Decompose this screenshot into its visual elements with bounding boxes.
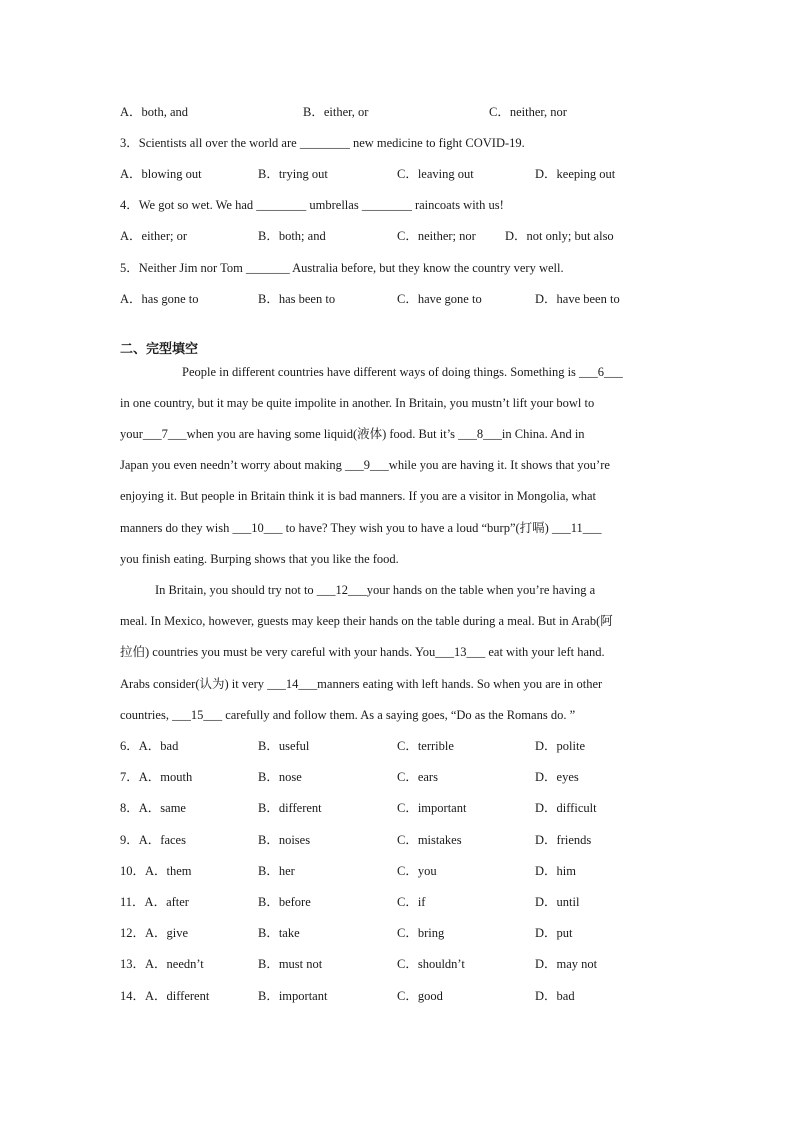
q4-option-d: D．not only; but also bbox=[505, 229, 614, 243]
passage-line-8: In Britain, you should try not to ___12___your hands on the table when you’re having a bbox=[155, 583, 596, 597]
cloze-12-c: C．bring bbox=[397, 926, 445, 940]
cloze-9-a: 9．A．faces bbox=[120, 833, 186, 847]
passage-line-6: manners do they wish ___10___ to have? They wish you to have a loud “burp”(打嗝) ___11___ bbox=[120, 521, 602, 535]
cloze-9-c: C．mistakes bbox=[397, 833, 462, 847]
passage-line-1: People in different countries have different ways of doing things. Something is ___6___ bbox=[182, 365, 623, 379]
cloze-7-c: C．ears bbox=[397, 770, 438, 784]
cloze-6-c: C．terrible bbox=[397, 739, 454, 753]
cloze-6-b: B．useful bbox=[258, 739, 310, 753]
passage-line-10: 拉伯) countries you must be very careful with your hands. You___13___ eat with your left hand. bbox=[120, 645, 605, 659]
cloze-9-b: B．noises bbox=[258, 833, 311, 847]
cloze-11-d: D．until bbox=[535, 895, 580, 909]
cloze-11-c: C．if bbox=[397, 895, 426, 909]
q5-option-b: B．has been to bbox=[258, 292, 336, 306]
passage-line-11: Arabs consider(认为) it very ___14___manners eating with left hands. So when you are in other bbox=[120, 677, 603, 691]
passage-line-9: meal. In Mexico, however, guests may keep their hands on the table during a meal. But in Arab(阿 bbox=[120, 614, 613, 628]
cloze-10-b: B．her bbox=[258, 864, 295, 878]
cloze-12-a: 12．A．give bbox=[120, 926, 189, 940]
passage-line-2: in one country, but it may be quite impolite in another. In Britain, you mustn’t lift your bowl to bbox=[120, 396, 595, 410]
q3-option-b: B．trying out bbox=[258, 167, 328, 181]
q3-option-a: A．blowing out bbox=[120, 167, 202, 181]
q5-stem: 5．Neither Jim nor Tom _______ Australia before, but they know the country very well. bbox=[120, 261, 564, 275]
cloze-8-b: B．different bbox=[258, 801, 322, 815]
cloze-13-d: D．may not bbox=[535, 957, 598, 971]
q2-option-b: B．either, or bbox=[303, 105, 369, 119]
cloze-11-b: B．before bbox=[258, 895, 311, 909]
cloze-10-c: C．you bbox=[397, 864, 437, 878]
cloze-8-d: D．difficult bbox=[535, 801, 597, 815]
q5-option-a: A．has gone to bbox=[120, 292, 199, 306]
q3-stem: 3．Scientists all over the world are ________ new medicine to fight COVID-19. bbox=[120, 136, 525, 150]
cloze-10-d: D．him bbox=[535, 864, 576, 878]
cloze-9-d: D．friends bbox=[535, 833, 592, 847]
q2-option-a: A．both, and bbox=[120, 105, 189, 119]
cloze-13-b: B．must not bbox=[258, 957, 323, 971]
q4-stem: 4．We got so wet. We had ________ umbrellas ________ raincoats with us! bbox=[120, 198, 504, 212]
cloze-12-d: D．put bbox=[535, 926, 573, 940]
cloze-7-a: 7．A．mouth bbox=[120, 770, 193, 784]
q4-option-c: C．neither; nor bbox=[397, 229, 476, 243]
cloze-11-a: 11．A．after bbox=[120, 895, 189, 909]
q4-option-a: A．either; or bbox=[120, 229, 187, 243]
cloze-14-a: 14．A．different bbox=[120, 989, 210, 1003]
q3-option-d: D．keeping out bbox=[535, 167, 616, 181]
cloze-7-d: D．eyes bbox=[535, 770, 579, 784]
q2-option-c: C．neither, nor bbox=[489, 105, 567, 119]
q3-option-c: C．leaving out bbox=[397, 167, 474, 181]
cloze-13-a: 13．A．needn’t bbox=[120, 957, 204, 971]
cloze-8-c: C．important bbox=[397, 801, 467, 815]
q5-option-d: D．have been to bbox=[535, 292, 620, 306]
passage-line-7: you finish eating. Burping shows that you like the food. bbox=[120, 552, 399, 566]
passage-line-3: your___7___when you are having some liquid(液体) food. But it’s ___8___in China. And in bbox=[120, 427, 585, 441]
cloze-6-d: D．polite bbox=[535, 739, 585, 753]
cloze-14-b: B．important bbox=[258, 989, 328, 1003]
cloze-7-b: B．nose bbox=[258, 770, 302, 784]
q4-option-b: B．both; and bbox=[258, 229, 326, 243]
passage-line-4: Japan you even needn’t worry about making ___9___while you are having it. It shows that you’re bbox=[120, 458, 610, 472]
passage-line-5: enjoying it. But people in Britain think it is bad manners. If you are a visitor in Mongolia, what bbox=[120, 489, 596, 503]
section-heading: 二、完型填空 bbox=[120, 342, 199, 357]
q5-option-c: C．have gone to bbox=[397, 292, 482, 306]
cloze-8-a: 8．A．same bbox=[120, 801, 186, 815]
cloze-14-c: C．good bbox=[397, 989, 443, 1003]
cloze-12-b: B．take bbox=[258, 926, 300, 940]
passage-line-12: countries, ___15___ carefully and follow them. As a saying goes, “Do as the Romans do. ” bbox=[120, 708, 576, 722]
cloze-14-d: D．bad bbox=[535, 989, 575, 1003]
cloze-6-a: 6．A．bad bbox=[120, 739, 179, 753]
cloze-10-a: 10．A．them bbox=[120, 864, 192, 878]
cloze-13-c: C．shouldn’t bbox=[397, 957, 465, 971]
